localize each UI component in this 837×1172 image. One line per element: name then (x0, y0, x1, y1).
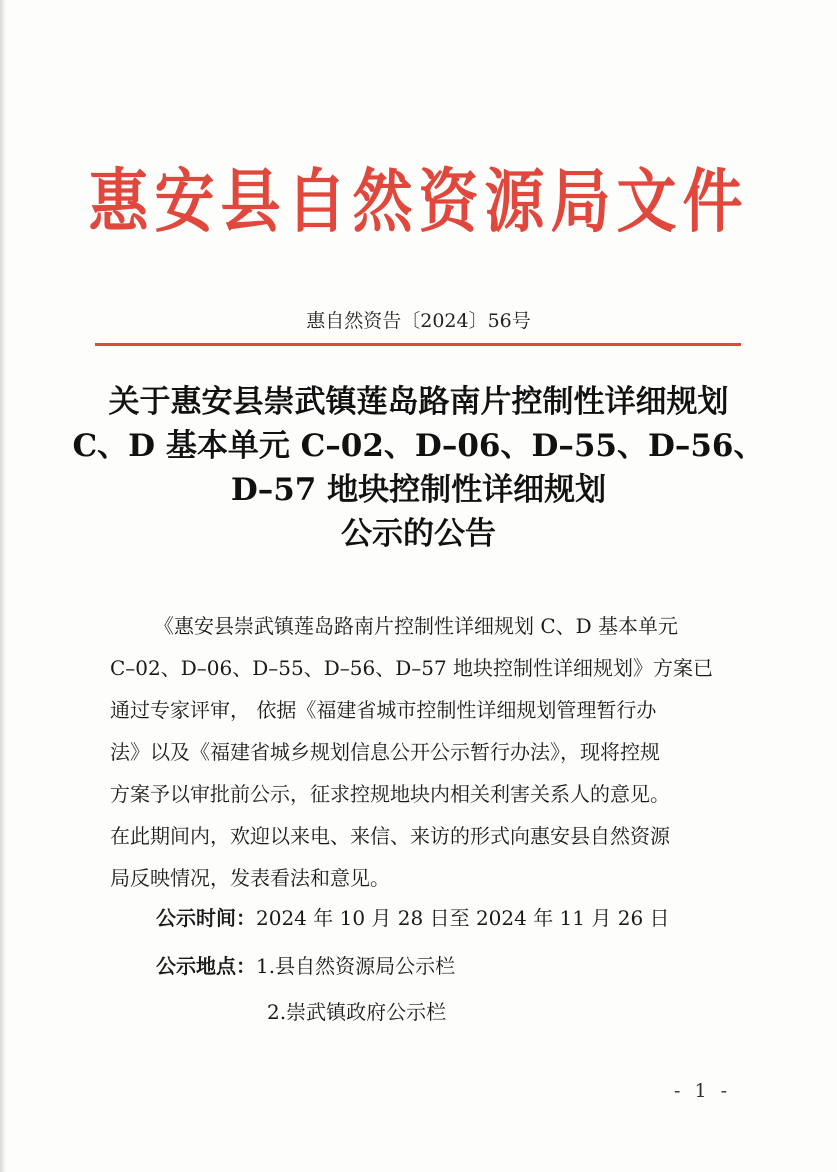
document-header-title: 惠安县自然资源局文件 (88, 161, 749, 242)
page-number: - 1 - (674, 1080, 732, 1102)
publicity-time-row (156, 902, 670, 931)
body-line-2: C–02、D–06、D–55、D–56、D–57 地块控制性详细规划》方案已 (110, 656, 714, 680)
publicity-time-label: 公示时间： (156, 906, 256, 930)
publicity-place-label: 公示地点： (156, 954, 256, 978)
body-line-1: 《惠安县崇武镇莲岛路南片控制性详细规划 C、D 基本单元 (154, 614, 679, 638)
publicity-place-2: 2.崇武镇政府公示栏 (267, 1000, 447, 1024)
notice-title (60, 380, 777, 556)
notice-title-line-4: 公示的公告 (341, 516, 496, 552)
notice-body (110, 605, 740, 899)
publicity-place-1: 1.县自然资源局公示栏 (256, 954, 456, 978)
body-line-6: 在此期间内，欢迎以来电、来信、来访的形式向惠安县自然资源 (110, 824, 670, 848)
document-number: 惠自然资告〔2024〕56号 (306, 310, 531, 332)
red-divider-line (95, 343, 741, 346)
body-line-4: 法》以及《福建省城乡规划信息公开公示暂行办法》，现将控规 (110, 740, 660, 764)
notice-title-line-3: D–57 地块控制性详细规划 (230, 472, 607, 508)
body-line-7: 局反映情况，发表看法和意见。 (110, 866, 390, 890)
notice-title-line-1: 关于惠安县崇武镇莲岛路南片控制性详细规划 (108, 384, 729, 420)
body-line-3: 通过专家评审， 依据《福建省城市控制性详细规划管理暂行办 (110, 698, 657, 722)
publicity-place-row (156, 950, 455, 979)
body-line-5: 方案予以审批前公示，征求控规地块内相关利害关系人的意见。 (110, 782, 670, 806)
publicity-time-value: 2024 年 10 月 28 日至 2024 年 11 月 26 日 (256, 906, 670, 930)
notice-title-line-2: C、D 基本单元 C–02、D–06、D–55、D–56、 (72, 428, 765, 464)
